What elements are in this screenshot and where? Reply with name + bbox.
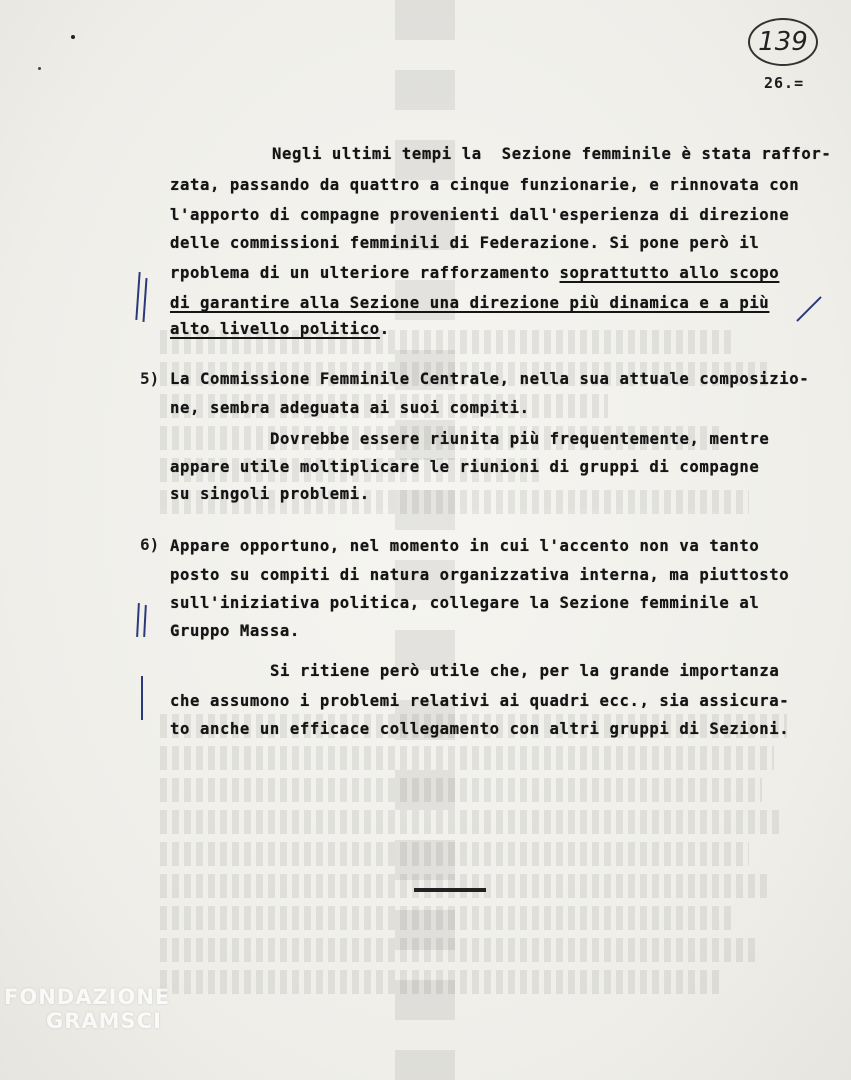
text-line: che assumono i problemi relativi ai quadri ecc., sia assicura- bbox=[170, 692, 790, 710]
text-line: l'apporto di compagne provenienti dall'esperienza di direzione bbox=[170, 206, 790, 224]
ink-dot bbox=[38, 67, 41, 70]
text-line: Appare opportuno, nel momento in cui l'accento non va tanto bbox=[170, 537, 760, 555]
archive-watermark-logo bbox=[4, 985, 214, 1075]
check-mark bbox=[796, 296, 821, 321]
margin-mark bbox=[143, 605, 147, 637]
text-line bbox=[170, 320, 390, 338]
margin-mark bbox=[135, 272, 140, 320]
text-segment: . bbox=[379, 320, 390, 338]
text-line: Negli ultimi tempi la Sezione femminile è stata raffor- bbox=[272, 145, 832, 163]
watermark-line: GRAMSCI bbox=[46, 1009, 162, 1033]
text-line: appare utile moltiplicare le riunioni di gruppi di compagne bbox=[170, 458, 760, 476]
text-line: Dovrebbe essere riunita più frequentemente, mentre bbox=[270, 430, 770, 448]
page-number: 26.= bbox=[764, 74, 805, 92]
end-rule bbox=[414, 888, 486, 892]
ink-dot bbox=[71, 35, 75, 39]
item-number: 6) bbox=[140, 535, 160, 554]
text-line: ne, sembra adeguata ai suoi compiti. bbox=[170, 399, 530, 417]
item-number: 5) bbox=[140, 369, 160, 388]
text-segment: rpoblema di un ulteriore rafforzamento bbox=[170, 264, 560, 282]
underlined-text: soprattutto allo scopo bbox=[559, 264, 780, 282]
text-line: Gruppo Massa. bbox=[170, 622, 300, 640]
text-line: su singoli problemi. bbox=[170, 485, 370, 503]
watermark-line: FONDAZIONE bbox=[4, 985, 171, 1009]
text-line: La Commissione Femminile Centrale, nella sua attuale composizio- bbox=[170, 370, 810, 388]
underlined-text: alto livello politico bbox=[170, 320, 380, 338]
margin-mark bbox=[142, 278, 147, 322]
archive-stamp: 139 bbox=[748, 18, 818, 66]
text-line: zata, passando da quattro a cinque funzionarie, e rinnovata con bbox=[170, 176, 800, 194]
text-line: to anche un efficace collegamento con altri gruppi di Sezioni. bbox=[170, 720, 790, 738]
margin-mark bbox=[136, 603, 140, 637]
text-line: sull'iniziativa politica, collegare la Sezione femminile al bbox=[170, 594, 760, 612]
text-line: posto su compiti di natura organizzativa interna, ma piuttosto bbox=[170, 566, 790, 584]
text-line: delle commissioni femminili di Federazione. Si pone però il bbox=[170, 234, 760, 252]
margin-mark bbox=[141, 676, 143, 720]
text-line: Si ritiene però utile che, per la grande importanza bbox=[270, 662, 780, 680]
text-line bbox=[170, 264, 779, 282]
underlined-text: di garantire alla Sezione una direzione più dinamica e a più bbox=[170, 294, 770, 312]
